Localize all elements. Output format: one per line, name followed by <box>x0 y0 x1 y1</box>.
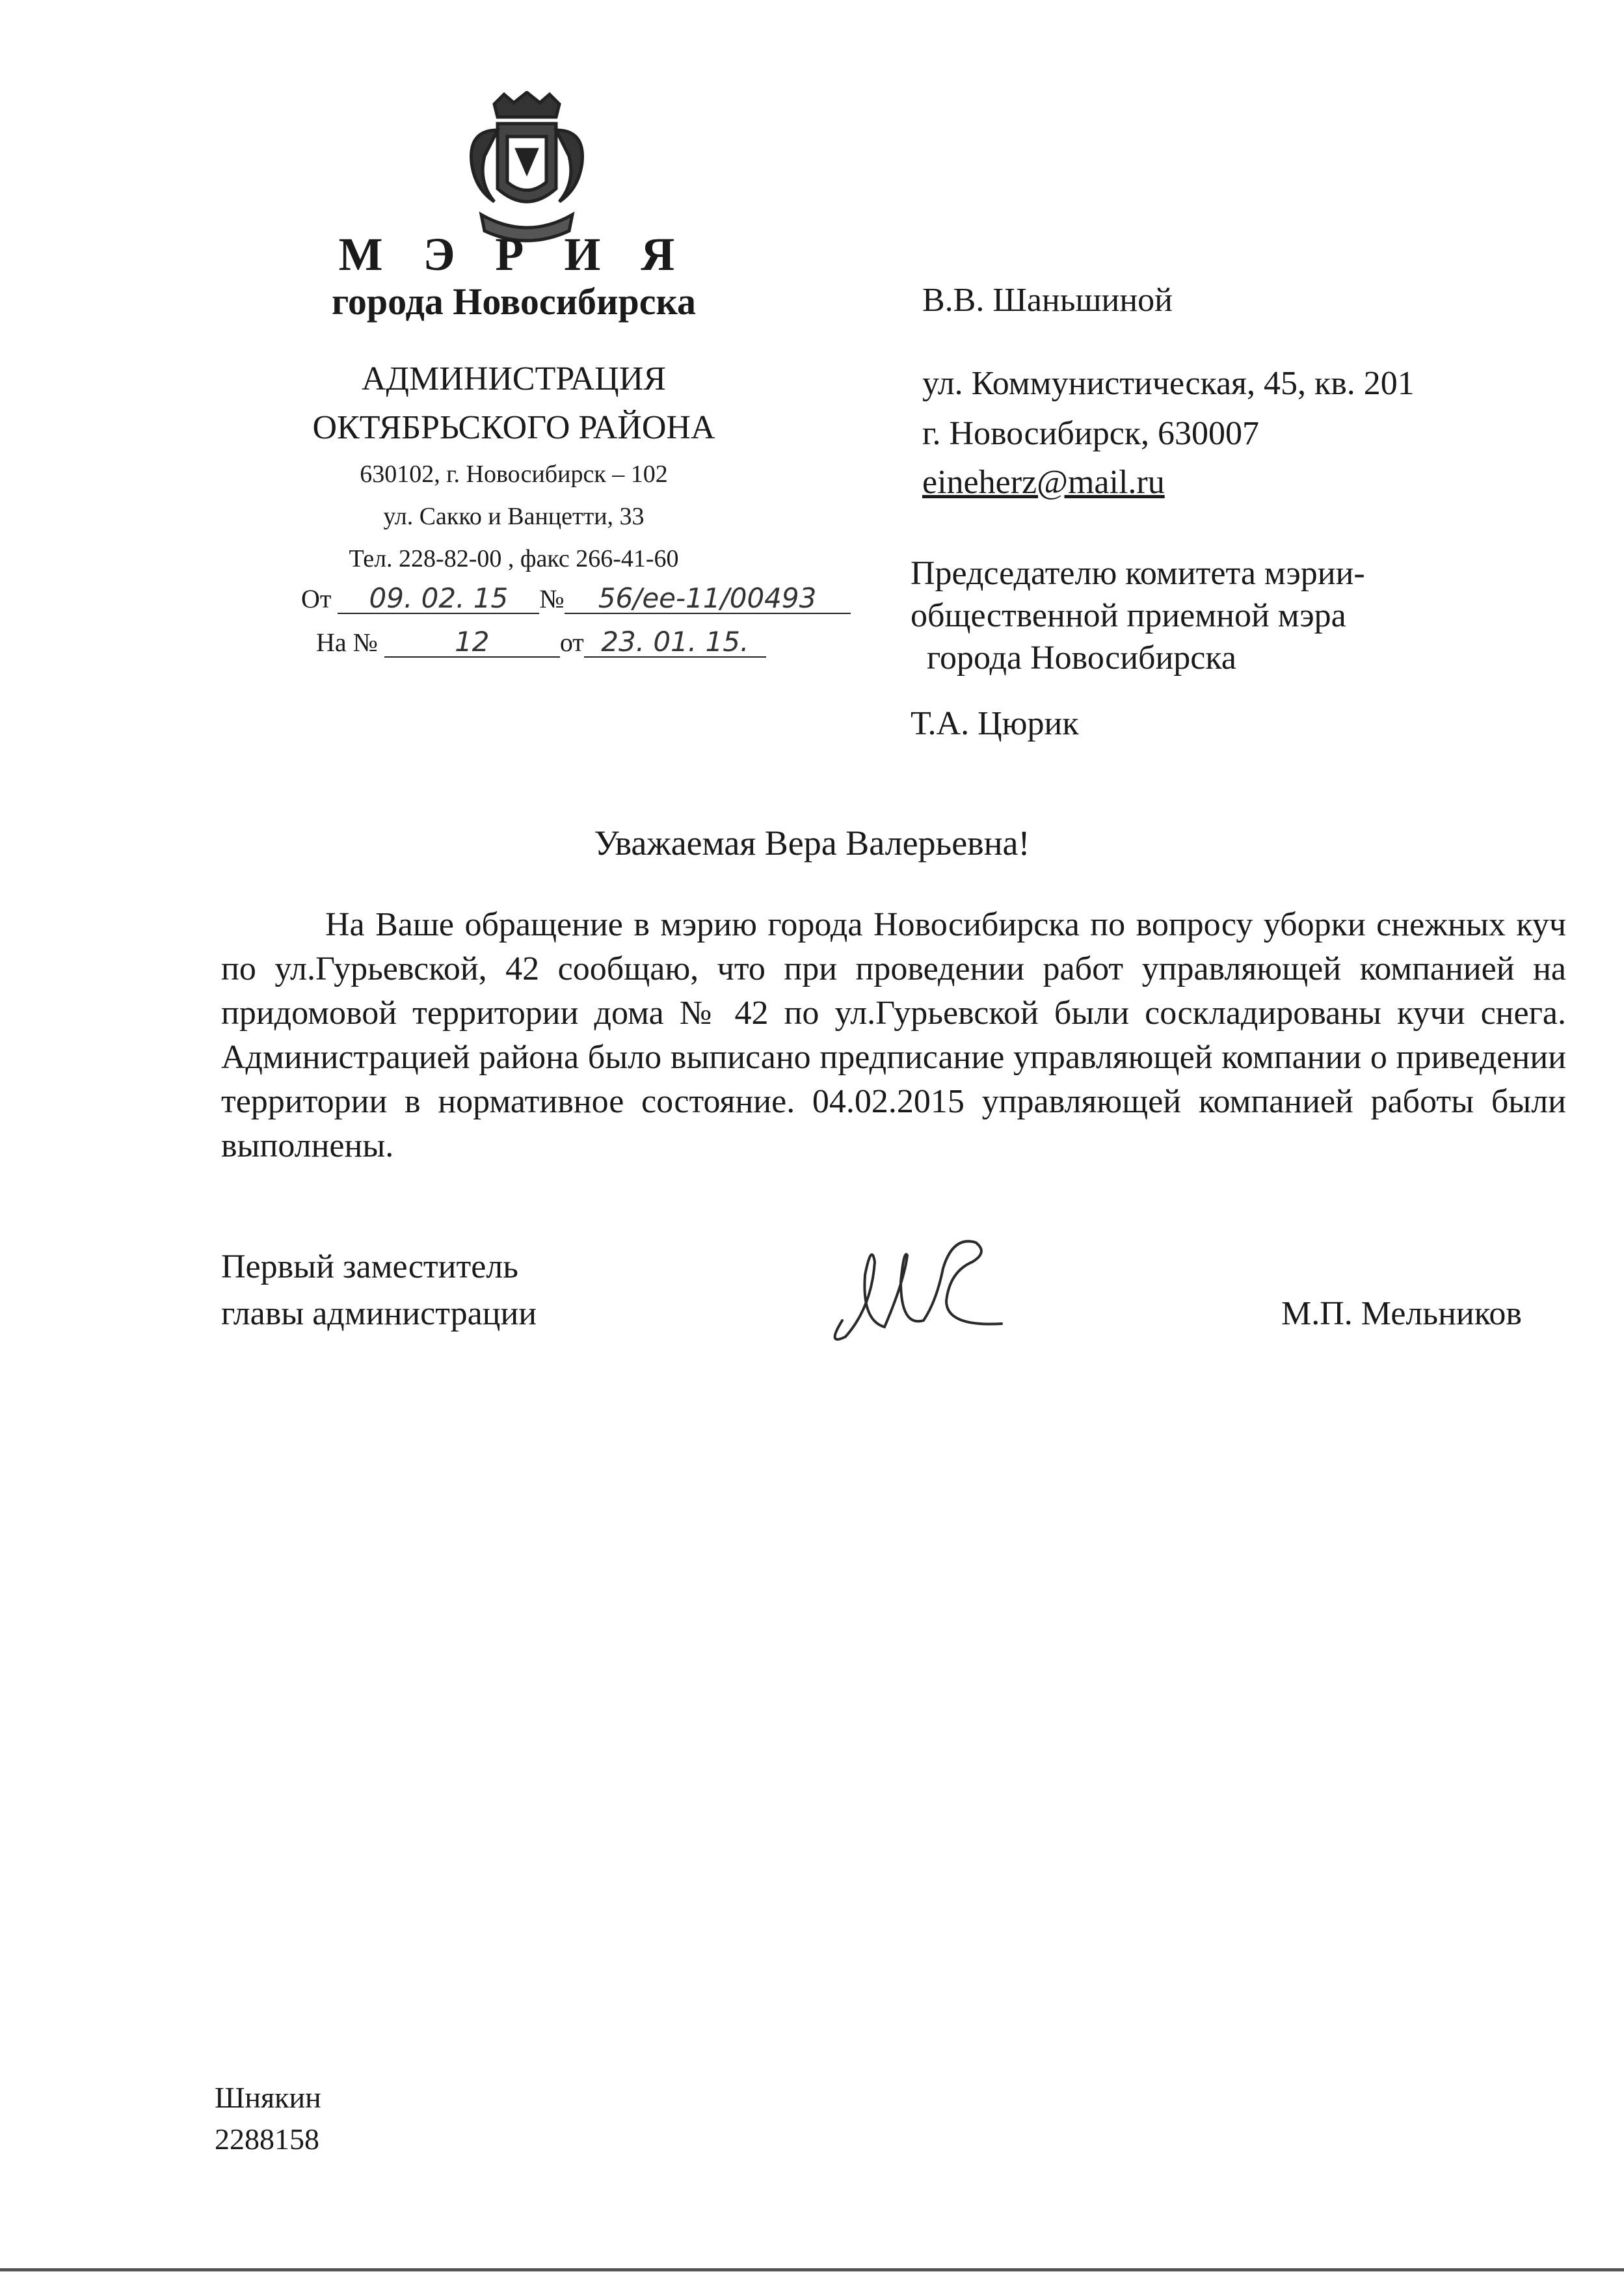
copy-recipient-name: Т.А. Цюрик <box>911 705 1079 742</box>
ref-to-date: 23. 01. 15. <box>584 628 766 658</box>
signatory-title-1: Первый заместитель <box>221 1248 518 1285</box>
outgoing-reference <box>301 583 851 614</box>
signatory-name: М.П. Мельников <box>1281 1295 1522 1332</box>
ref-from-number: 56/ее-11/00493 <box>565 584 851 614</box>
executor-phone: 2288158 <box>215 2122 319 2156</box>
copy-recipient-title-3: города Новосибирска <box>927 639 1236 676</box>
mayor-title: М Э Р И Я <box>338 228 689 280</box>
ref-to-number: 12 <box>384 628 560 658</box>
ref-from-date: 09. 02. 15 <box>338 584 539 614</box>
address-line-postal: 630102, г. Новосибирск – 102 <box>360 461 668 488</box>
address-line-street: ул. Сакко и Ванцетти, 33 <box>383 503 645 530</box>
recipient-city: г. Новосибирск, 630007 <box>922 415 1260 452</box>
administration-title: АДМИНИСТРАЦИЯ <box>362 360 666 397</box>
scan-bottom-edge <box>0 2268 1624 2271</box>
copy-recipient-title-2: общественной приемной мэра <box>911 597 1346 634</box>
ref-no-label: № <box>539 584 565 613</box>
recipient-street: ул. Коммунистическая, 45, кв. 201 <box>922 365 1415 402</box>
ref-to-date-label: от <box>559 628 584 657</box>
executor-name: Шнякин <box>215 2081 321 2114</box>
coat-of-arms-icon <box>455 91 598 247</box>
letter-body: На Ваше обращение в мэрию города Новосибирска по вопросу уборки снежных куч по ул.Гурьевской, 42 сообщаю, что при проведении работ управляющей компанией на придомовой территории дома № 42 по ул.Гурьевской были соскладированы кучи снега. Администрацией района было выписано предписание управляющей компании о приведении территории в нормативное состояние. 04.02.2015 управляющей компанией работы были выполнены. <box>221 906 1566 1164</box>
city-title: города Новосибирска <box>331 280 697 323</box>
phone-fax-line: Тел. 228-82-00 , факс 266-41-60 <box>349 545 679 572</box>
district-title: ОКТЯБРЬСКОГО РАЙОНА <box>312 409 715 446</box>
ref-to-label: На № <box>316 628 378 657</box>
copy-recipient-title-1: Председателю комитета мэрии- <box>911 555 1365 592</box>
recipient-email: eineherz@mail.ru <box>922 464 1165 501</box>
recipient-name: В.В. Шаньшиной <box>922 282 1173 319</box>
ref-from-label: От <box>301 584 332 613</box>
salutation: Уважаемая Вера Валерьевна! <box>594 823 1030 863</box>
incoming-reference <box>316 627 766 658</box>
signatory-title-2: главы администрации <box>221 1295 537 1332</box>
handwritten-signature <box>826 1223 1008 1353</box>
